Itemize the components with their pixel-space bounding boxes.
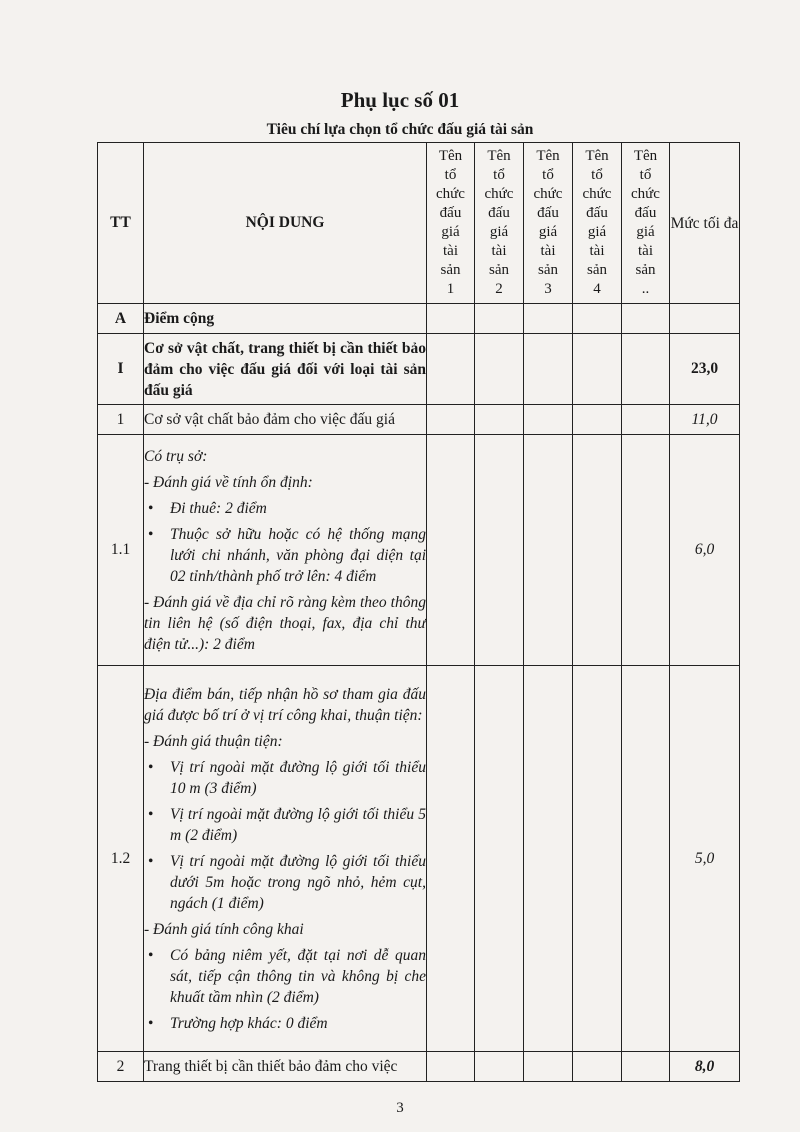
row-content: Trang thiết bị cần thiết bảo đảm cho việc [144,1052,427,1082]
row-score: 8,0 [670,1052,740,1082]
row-content [144,435,427,666]
row-score: 6,0 [670,435,740,666]
header-org-2: Tên tổ chức đấu giá tài sản 2 [475,143,524,304]
list-item: • Có bảng niêm yết, đặt tại nơi dễ quan sát, tiếp cận thông tin và không bị che khuất tầm nhìn (2 điểm) [170,945,426,1008]
row-score [670,304,740,334]
list-item: • Vị trí ngoài mặt đường lộ giới tối thiểu dưới 5m hoặc trong ngõ nhỏ, hẻm cụt, ngách (1 điểm) [170,851,426,914]
header-org-5: Tên tổ chức đấu giá tài sản .. [622,143,670,304]
list-item: • Đi thuê: 2 điểm [170,498,426,519]
list-item: • Vị trí ngoài mặt đường lộ giới tối thiểu 5 m (2 điểm) [170,804,426,846]
row-content: Cơ sở vật chất, trang thiết bị cần thiết bảo đảm cho việc đấu giá đối với loại tài sản đấu giá [144,334,427,405]
header-tt: TT [98,143,144,304]
header-max-score: Mức tối đa [670,143,740,304]
header-org-4: Tên tổ chức đấu giá tài sản 4 [573,143,622,304]
row-content [144,666,427,1052]
page-title: Phụ lục số 01 [340,88,460,112]
row-score: 5,0 [670,666,740,1052]
table-row-1 [98,405,740,435]
row-line: Địa điểm bán, tiếp nhận hồ sơ tham gia đấu giá được bố trí ở vị trí công khai, thuận tiện: [144,685,426,724]
list-item: • Vị trí ngoài mặt đường lộ giới tối thiểu 10 m (3 điểm) [170,757,426,799]
row-tt: 1.1 [98,435,144,666]
bullet-list [144,945,426,1034]
criteria-table [97,142,740,1082]
row-line: Có trụ sở: [144,447,208,465]
row-line: - Đánh giá tính công khai [144,920,304,938]
row-tt: A [98,304,144,334]
list-item: • Trường hợp khác: 0 điểm [170,1013,426,1034]
list-item: • Thuộc sở hữu hoặc có hệ thống mạng lưới chi nhánh, văn phòng đại diện tại 02 tỉnh/thành phố trở lên: 4 điểm [170,524,426,587]
header-org-1: Tên tổ chức đấu giá tài sản 1 [427,143,475,304]
row-tt: 1.2 [98,666,144,1052]
row-content: Cơ sở vật chất bảo đảm cho việc đấu giá [144,405,427,435]
row-line: - Đánh giá về địa chỉ rõ ràng kèm theo thông tin liên hệ (số điện thoại, fax, địa chỉ thư điện tử...): 2 điểm [144,593,426,653]
bullet-list [144,498,426,587]
table-row-1-1 [98,435,740,666]
row-tt: I [98,334,144,405]
table-row-a [98,304,740,334]
table-row-2 [98,1052,740,1082]
page-subtitle: Tiêu chí lựa chọn tổ chức đấu giá tài sản [266,121,534,138]
header-org-3: Tên tổ chức đấu giá tài sản 3 [524,143,573,304]
header-content: NỘI DUNG [144,143,427,304]
row-score: 11,0 [670,405,740,435]
row-line: - Đánh giá thuận tiện: [144,732,283,750]
row-content: Điểm cộng [144,304,427,334]
row-tt: 2 [98,1052,144,1082]
table-header-row [98,143,740,304]
row-score: 23,0 [670,334,740,405]
bullet-list [144,757,426,914]
table-row-1-2 [98,666,740,1052]
page-number: 3 [396,1100,404,1116]
row-line: - Đánh giá về tính ổn định: [144,473,313,491]
table-row-i [98,334,740,405]
row-tt: 1 [98,405,144,435]
